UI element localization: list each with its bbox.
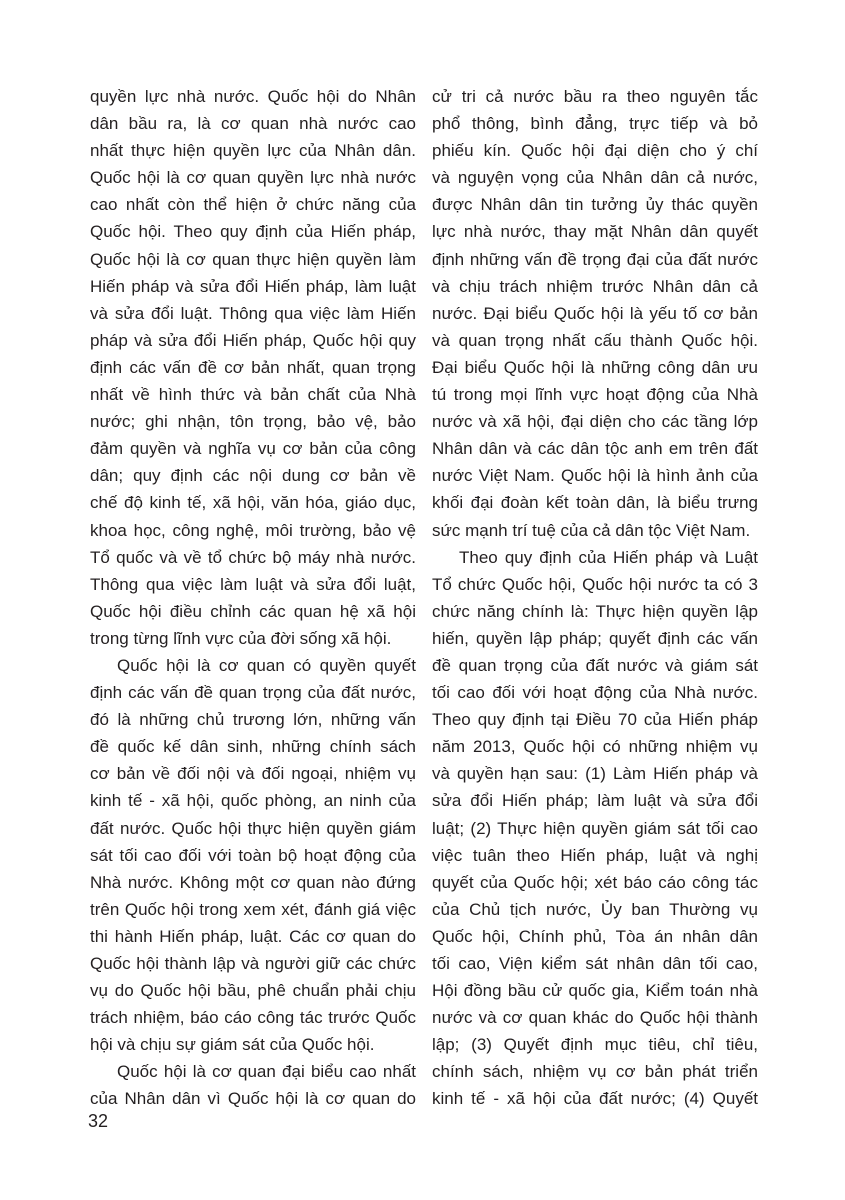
text-line: năm 2013, Quốc hội có những nhiệm vụ (432, 737, 758, 757)
text-line: và quyền hạn sau: (1) Làm Hiến pháp và (432, 764, 758, 784)
text-line: được Nhân dân tin tưởng ủy thác quyền (432, 195, 758, 215)
text-line: nước Việt Nam. Quốc hội là hình ảnh của (432, 466, 758, 486)
page-number: 32 (88, 1111, 109, 1131)
text-line: Đại biểu Quốc hội là những công dân ưu (432, 357, 758, 377)
text-line: đề quốc kế dân sinh, những chính sách (90, 737, 416, 757)
text-line: nước và xã hội, đại diện cho các tầng lớp (432, 412, 758, 432)
text-line: vụ do Quốc hội bầu, phê chuẩn phải chịu (90, 981, 416, 1001)
text-line: tối cao, Viện kiểm sát nhân dân tối cao, (432, 954, 758, 973)
text-line: trên Quốc hội trong xem xét, đánh giá việc (90, 899, 416, 919)
text-line: và quan trọng nhất cấu thành Quốc hội. (432, 330, 758, 350)
paragraph-first-line: Quốc hội là cơ quan có quyền quyết (117, 655, 416, 675)
text-line: và sửa đổi luật. Thông qua việc làm Hiến (90, 303, 416, 323)
text-line: Thông qua việc làm luật và sửa đổi luật, (90, 574, 416, 594)
text-line: cử tri cả nước bầu ra theo nguyên tắc (432, 87, 758, 106)
text-line: của Nhân dân vì Quốc hội là cơ quan do (90, 1089, 416, 1109)
text-line: sức mạnh trí tuệ của cả dân tộc Việt Nam. (432, 520, 751, 540)
text-line: nhất về hình thức và bản chất của Nhà (90, 385, 416, 405)
text-line: đề quan trọng của đất nước và giám sát (432, 655, 758, 675)
text-line: quyền lực nhà nước. Quốc hội do Nhân (90, 87, 416, 106)
right-text-column (432, 83, 758, 1113)
text-line: Hội đồng bầu cử quốc gia, Kiểm toán nhà (432, 981, 758, 1001)
text-line: định các vấn đề quan trọng của đất nước, (90, 683, 416, 703)
text-line: chính sách, nhiệm vụ cơ bản phát triển (432, 1062, 758, 1082)
text-line: tú trong mọi lĩnh vực hoạt động của Nhà (432, 385, 758, 405)
text-line: đảm quyền và nghĩa vụ cơ bản của công (90, 439, 416, 459)
text-line: sát tối cao đối với toàn bộ hoạt động của (90, 845, 416, 865)
text-line: Quốc hội thành lập và người giữ các chức (90, 954, 416, 973)
text-line: khối đại đoàn kết toàn dân, là biểu trưng (432, 493, 758, 513)
text-line: hội và chịu sự giám sát của Quốc hội. (90, 1035, 375, 1055)
left-text-column (90, 83, 416, 1113)
text-line: định các vấn đề cơ bản nhất, quan trọng (90, 357, 416, 377)
text-line: trong từng lĩnh vực của đời sống xã hội. (90, 628, 392, 648)
text-line: nước. Đại biểu Quốc hội là yếu tố cơ bản (432, 303, 758, 323)
text-line: chế độ kinh tế, xã hội, văn hóa, giáo dục, (90, 493, 416, 513)
text-line: dân bầu ra, là cơ quan nhà nước cao (90, 114, 416, 134)
text-line: Nhân dân và các dân tộc anh em trên đất (432, 439, 758, 459)
text-line: Tổ quốc và về tổ chức bộ máy nhà nước. (90, 547, 416, 567)
text-line: Quốc hội là cơ quan quyền lực nhà nước (90, 168, 416, 188)
text-line: lập; (3) Quyết định mục tiêu, chỉ tiêu, (432, 1035, 758, 1055)
text-line: quyết của Quốc hội; xét báo cáo công tác (432, 872, 758, 892)
text-line: của Chủ tịch nước, Ủy ban Thường vụ (432, 899, 758, 919)
text-line: Quốc hội, Chính phủ, Tòa án nhân dân (432, 926, 758, 946)
text-line: kinh tế - xã hội của đất nước; (4) Quyết (432, 1089, 758, 1109)
text-line: luật; (2) Thực hiện quyền giám sát tối cao (432, 818, 758, 838)
text-line: lực nhà nước, thay mặt Nhân dân quyết (432, 222, 758, 242)
text-line: Nhà nước. Không một cơ quan nào đứng (90, 872, 416, 892)
text-line: việc tuân theo Hiến pháp, luật và nghị (432, 845, 758, 865)
paragraph-first-line: Quốc hội là cơ quan đại biểu cao nhất (117, 1062, 416, 1082)
text-line: Quốc hội. Theo quy định của Hiến pháp, (90, 222, 416, 242)
text-line: tối cao đối với hoạt động của Nhà nước. (432, 683, 758, 703)
text-line: thi hành Hiến pháp, luật. Các cơ quan do (90, 926, 416, 946)
text-line: Tổ chức Quốc hội, Quốc hội nước ta có 3 (432, 574, 758, 594)
paragraph-first-line: Theo quy định của Hiến pháp và Luật (459, 547, 758, 567)
text-line: dân; quy định các nội dung cơ bản về (90, 466, 416, 486)
text-line: đó là những chủ trương lớn, những vấn (90, 710, 416, 730)
text-line: định những vấn đề trọng đại của đất nước (432, 249, 758, 269)
text-line: nước; ghi nhận, tôn trọng, bảo vệ, bảo (90, 412, 416, 432)
text-line: đất nước. Quốc hội thực hiện quyền giám (90, 818, 416, 838)
text-line: cao nhất còn thể hiện ở chức năng của (90, 195, 416, 215)
text-line: kinh tế - xã hội, quốc phòng, an ninh của (90, 791, 416, 811)
text-line: Hiến pháp và sửa đổi Hiến pháp, làm luật (90, 276, 416, 296)
text-line: nước và cơ quan khác do Quốc hội thành (432, 1008, 758, 1028)
text-line: cơ bản về đối nội và đối ngoại, nhiệm vụ (90, 764, 416, 784)
text-line: Theo quy định tại Điều 70 của Hiến pháp (432, 710, 758, 730)
text-line: phổ thông, bình đẳng, trực tiếp và bỏ (432, 114, 758, 134)
text-line: sửa đổi Hiến pháp; làm luật và sửa đổi (432, 791, 758, 811)
text-line: Quốc hội là cơ quan thực hiện quyền làm (90, 249, 416, 269)
text-line: Quốc hội điều chỉnh các quan hệ xã hội (90, 601, 416, 621)
text-line: và nguyện vọng của Nhân dân cả nước, (432, 168, 758, 188)
text-line: pháp và sửa đổi Hiến pháp, Quốc hội quy (90, 330, 416, 350)
text-line: khoa học, công nghệ, môi trường, bảo vệ (90, 520, 416, 540)
text-line: hiến, quyền lập pháp; quyết định các vấn (432, 628, 758, 648)
text-line: phiếu kín. Quốc hội đại diện cho ý chí (432, 141, 758, 161)
text-line: và chịu trách nhiệm trước Nhân dân cả (432, 276, 758, 296)
text-line: chức năng chính là: Thực hiện quyền lập (432, 601, 758, 621)
text-line: nhất thực hiện quyền lực của Nhân dân. (90, 141, 416, 161)
text-line: trách nhiệm, báo cáo công tác trước Quốc (90, 1008, 416, 1028)
